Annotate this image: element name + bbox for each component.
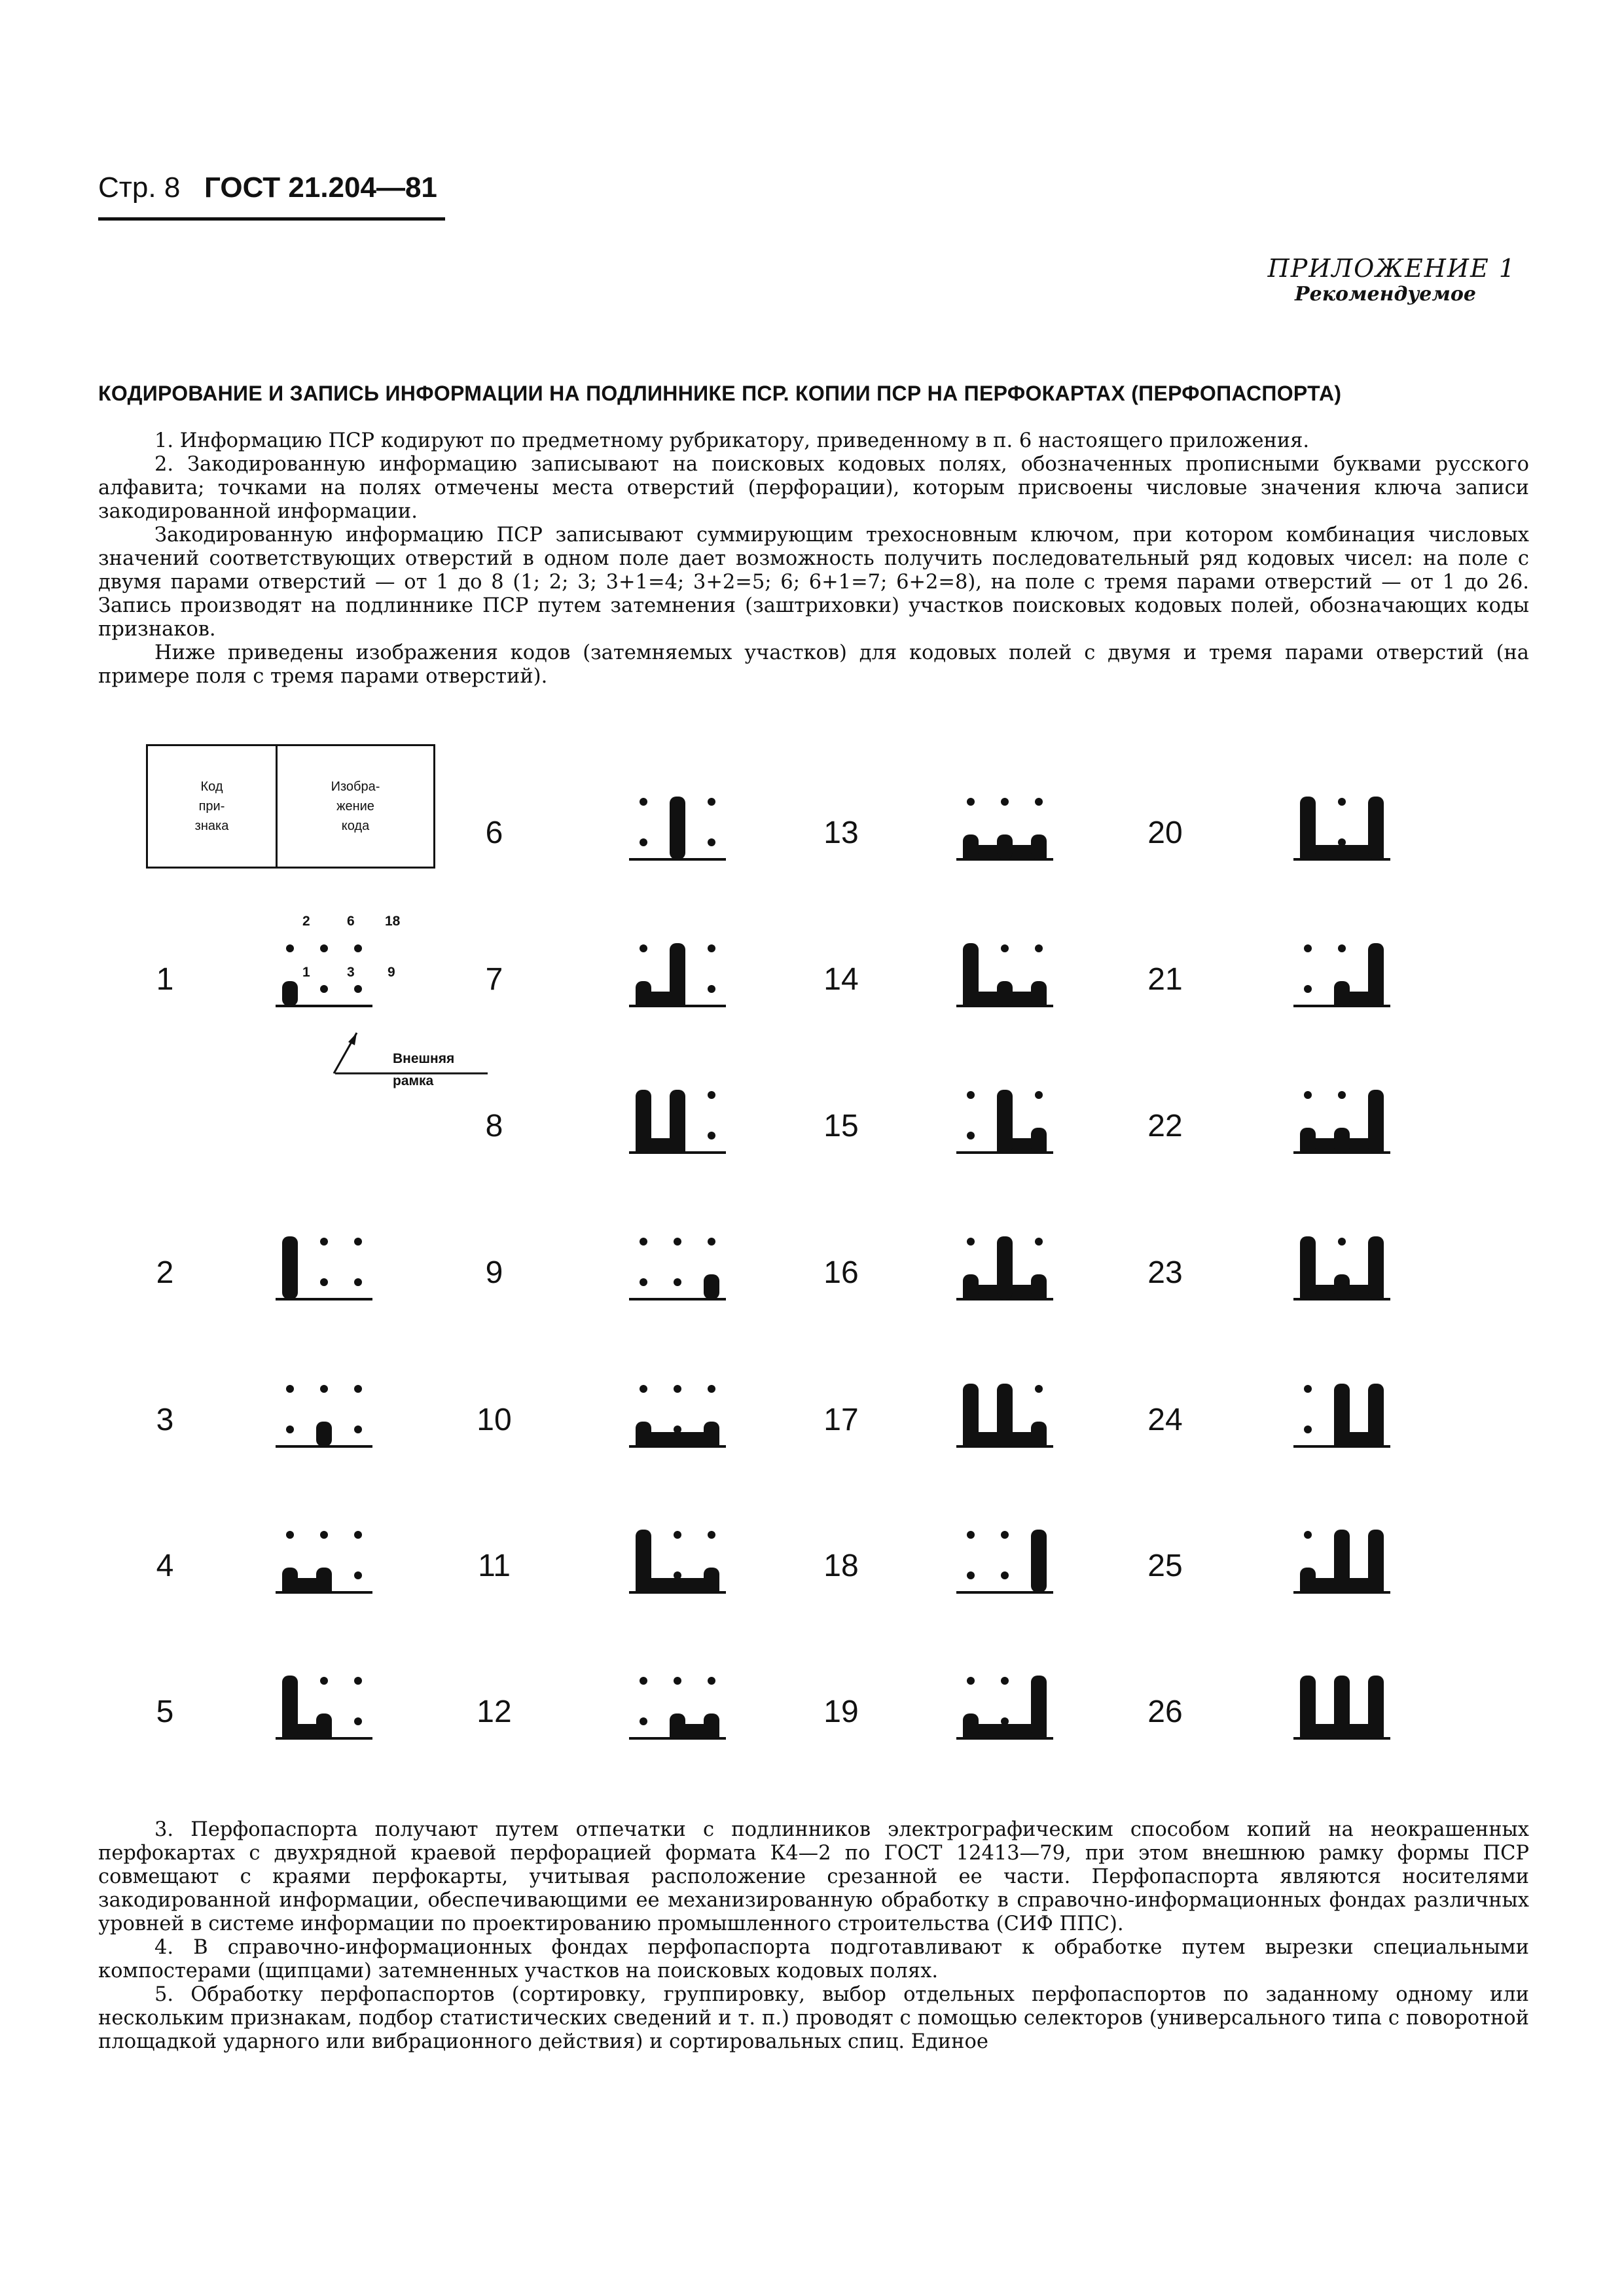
code-number-20: 20 [1147,816,1183,850]
code-number-24: 24 [1147,1403,1183,1437]
code-image-18 [952,1526,1057,1598]
code-number-7: 7 [485,962,503,997]
code-image-26 [1290,1672,1394,1744]
code-number-15: 15 [823,1109,859,1143]
paragraph-2: 2. Закодированную информацию записывают на поисковых кодовых полях, обозначенных прописными буквами русского алфавита; точками на полях отмечены места отверстий (перфорации), которым присвоены числовые значения ключа записи закодированной информации. [98,453,1529,523]
code-image-14 [952,939,1057,1011]
code-number-17: 17 [823,1403,859,1437]
code-number-12: 12 [477,1695,512,1729]
code-image-23 [1290,1232,1394,1304]
code-image-8 [625,1086,730,1158]
appendix-title: ПРИЛОЖЕНИЕ 1 [1267,254,1516,283]
page-label: Стр. 8 [98,171,181,204]
code-image-4 [272,1526,376,1598]
hole-value-1: 1 [302,965,310,980]
frame-label-line1: Внешняя [393,1051,455,1066]
code-image-22 [1290,1086,1394,1158]
code-image-15 [952,1086,1057,1158]
closing-text [98,1818,1529,2054]
paragraph-3: Закодированную информацию ПСР записывают суммирующим трехосновным ключом, при котором комбинация числовых значений соответствующих отверстий в одном поле дает возможность получить последовательный ряд кодовых чисел: на поле с двумя парами отверстий — от 1 до 8 (1; 2; 3; 3+1=4; 3+2=5; 6; 6+1=7; 6+2=8), на поле с тремя парами отверстий — от 1 до 26. Запись производят на подлиннике ПСР путем затемнения (заштриховки) участков поисковых кодовых полей, обозначающих коды признаков. [98,524,1529,641]
code-number-19: 19 [823,1695,859,1729]
code-image-9 [625,1232,730,1304]
code-number-21: 21 [1147,962,1183,997]
hole-value-9: 9 [388,965,395,980]
code-image-17 [952,1380,1057,1452]
code-number-18: 18 [823,1549,859,1583]
code-image-10 [625,1380,730,1452]
code-number-1: 1 [156,962,174,997]
code-number-6: 6 [485,816,503,850]
code-number-16: 16 [823,1255,859,1290]
hole-value-18: 18 [385,914,401,929]
code-image-21 [1290,939,1394,1011]
hole-value-6: 6 [347,914,355,929]
code-number-26: 26 [1147,1695,1183,1729]
code-number-9: 9 [485,1255,503,1290]
appendix-status: Рекомендуемое [1295,283,1476,306]
code-number-23: 23 [1147,1255,1183,1290]
code-image-7 [625,939,730,1011]
hole-value-3: 3 [347,965,355,980]
code-image-6 [625,793,730,865]
code-number-13: 13 [823,816,859,850]
paragraph-7: 5. Обработку перфопаспортов (сортировку, группировку, выбор отдельных перфопаспортов по заданному одному или нескольким признакам, подбор статистических сведений и т. п.) проводят с помощью селекторов (универсального типа с поворотной площадкой ударного или вибрационного действия) и сортировальных спиц. Единое [98,1983,1529,2053]
code-number-10: 10 [477,1403,512,1437]
legend-image-header: Изобра- жение кода [331,780,380,833]
code-number-5: 5 [156,1695,174,1729]
code-image-25 [1290,1526,1394,1598]
document-code: ГОСТ 21.204—81 [204,171,437,204]
code-image-1 [272,939,376,1011]
code-number-22: 22 [1147,1109,1183,1143]
code-image-19 [952,1672,1057,1744]
code-image-5 [272,1672,376,1744]
legend-code-header: Код при- знака [148,746,278,867]
code-number-25: 25 [1147,1549,1183,1583]
code-number-4: 4 [156,1549,174,1583]
code-image-2 [272,1232,376,1304]
hole-value-2: 2 [302,914,310,929]
code-number-14: 14 [823,962,859,997]
paragraph-4: Ниже приведены изображения кодов (затемняемых участков) для кодовых полей с двумя и тремя парами отверстий (на примере поля с тремя парами отверстий). [98,641,1529,688]
code-image-12 [625,1672,730,1744]
code-image-11 [625,1526,730,1598]
paragraph-1: 1. Информацию ПСР кодируют по предметному рубрикатору, приведенному в п. 6 настоящего приложения. [154,429,1310,452]
code-number-8: 8 [485,1109,503,1143]
code-number-11: 11 [478,1549,511,1583]
code-number-3: 3 [156,1403,174,1437]
code-image-24 [1290,1380,1394,1452]
code-image-3 [272,1380,376,1452]
paragraph-5: 3. Перфопаспорта получают путем отпечатки с подлинников электрографическим способом копий на неокрашенных перфокартах с двухрядной краевой перфорацией формата К4—2 по ГОСТ 12413—79, при этом внешнюю рамку формы ПСР совмещают с краями перфокарты, учитывая расположение срезанной ее части. Перфопаспорта являются носителями закодированной информации, обеспечивающими ее механизированную обработку в справочно-информационных фондах различных уровней в системе информации по проектированию промышленного строительства (СИФ ППС). [98,1818,1529,1935]
code-image-20 [1290,793,1394,865]
code-image-16 [952,1232,1057,1304]
code-image-13 [952,793,1057,865]
frame-label-line2: рамка [393,1073,434,1088]
section-heading: КОДИРОВАНИЕ И ЗАПИСЬ ИНФОРМАЦИИ НА ПОДЛИННИКЕ ПСР. КОПИИ ПСР НА ПЕРФОКАРТАХ (ПЕРФОПАСПОРТА) [98,382,1342,405]
paragraph-6: 4. В справочно-информационных фондах перфопаспорта подготавливают к обработке путем вырезки специальными компостерами (щипцами) затемненных участков на поисковых кодовых полях. [98,1936,1529,1982]
code-number-2: 2 [156,1255,174,1290]
